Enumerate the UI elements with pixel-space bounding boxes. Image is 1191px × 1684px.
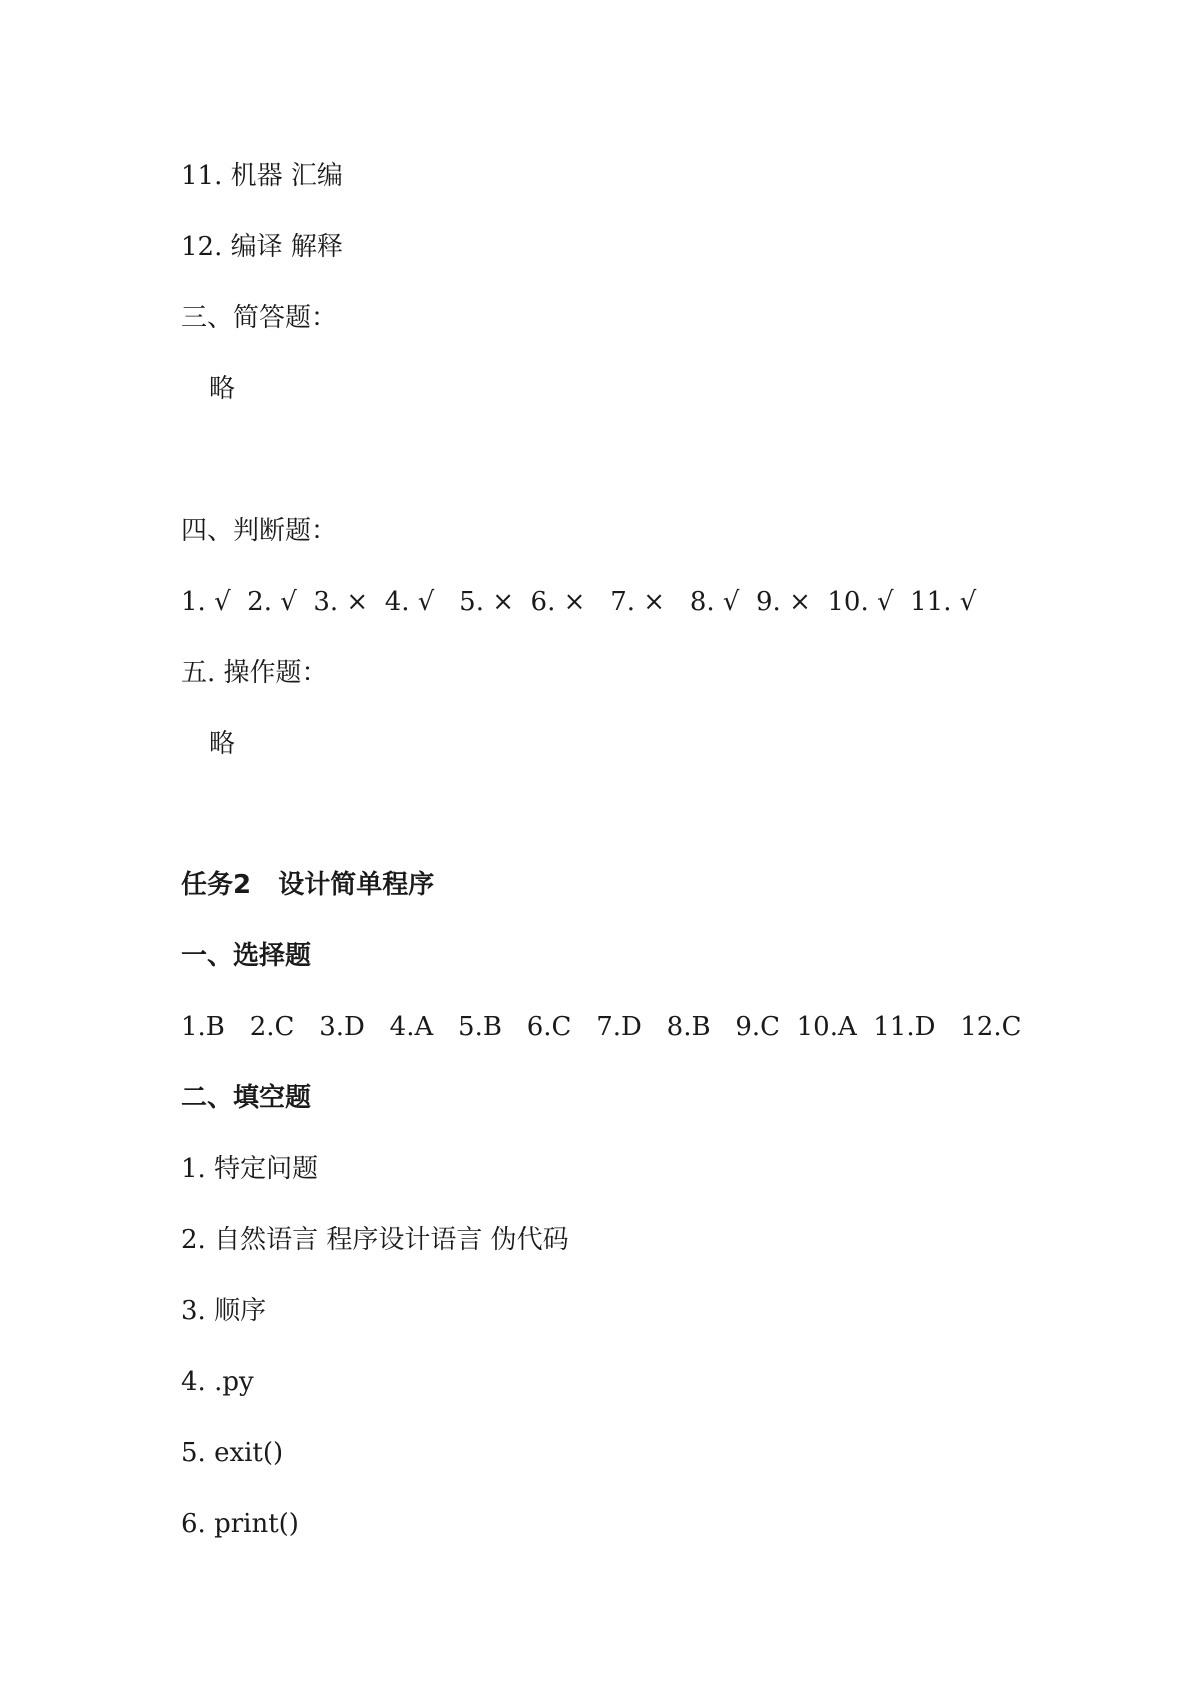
fill-answer-11: 11. 机器 汇编	[181, 161, 343, 191]
fill-item: 4. .py	[181, 1367, 254, 1397]
operation-body: 略	[209, 729, 236, 759]
short-answer-heading: 三、简答题：	[181, 303, 338, 333]
fill-item: 3. 顺序	[181, 1296, 267, 1326]
fill-item: 1. 特定问题	[181, 1154, 319, 1184]
true-false-heading: 四、判断题：	[181, 516, 338, 546]
task2-title: 任务2 设计简单程序	[181, 870, 435, 900]
fill-heading: 二、填空题	[181, 1083, 312, 1113]
choice-answers: 1.B 2.C 3.D 4.A 5.B 6.C 7.D 8.B 9.C 10.A 11.D 12.C	[181, 1012, 1022, 1042]
operation-heading: 五. 操作题：	[181, 658, 328, 688]
true-false-answers: 1. √ 2. √ 3. × 4. √ 5. × 6. × 7. × 8. √ 9. × 10. √ 11. √	[181, 587, 977, 617]
short-answer-body: 略	[209, 374, 236, 404]
fill-item: 5. exit()	[181, 1438, 284, 1468]
choice-heading: 一、选择题	[181, 941, 312, 971]
fill-answer-12: 12. 编译 解释	[181, 232, 343, 262]
fill-item: 2. 自然语言 程序设计语言 伪代码	[181, 1225, 569, 1255]
fill-item: 6. print()	[181, 1509, 299, 1539]
